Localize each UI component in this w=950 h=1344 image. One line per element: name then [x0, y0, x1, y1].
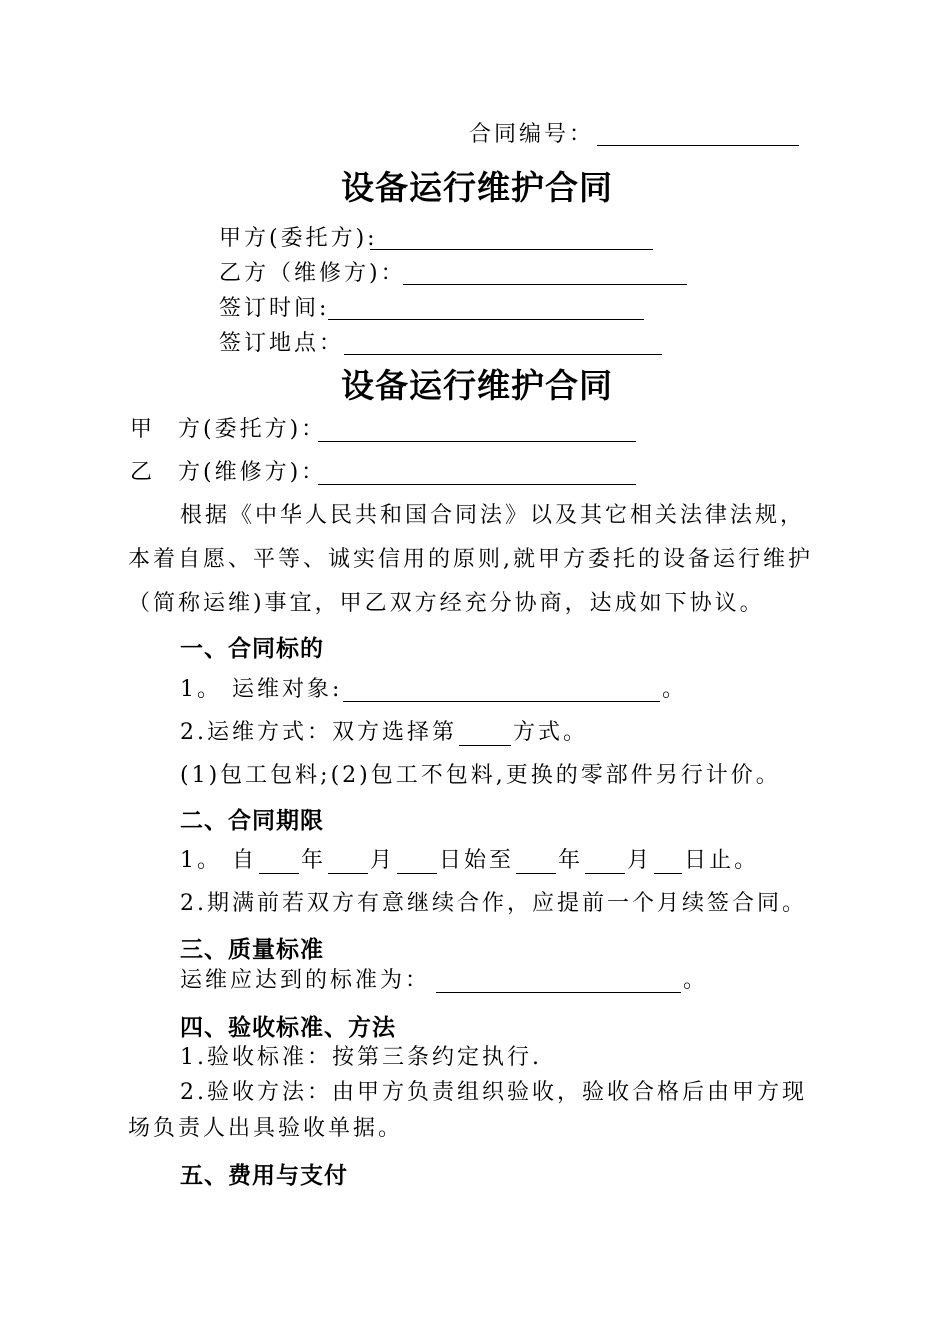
s4-item2-line2: 场负责人出具验收单据。	[128, 1116, 404, 1141]
section-1-heading: 一、合同标的	[180, 636, 324, 662]
cover-title: 设备运行维护合同	[341, 168, 613, 207]
start-day-blank[interactable]	[397, 851, 437, 874]
s3-end: 。	[683, 968, 709, 993]
cover-party-a-blank[interactable]	[370, 249, 653, 250]
end-day-blank[interactable]	[654, 851, 682, 874]
end-month-blank[interactable]	[585, 851, 625, 874]
start-year-blank[interactable]	[259, 851, 299, 874]
end-day-label: 日止。	[684, 848, 760, 873]
s1-item2	[180, 720, 588, 746]
end-year-blank[interactable]	[516, 851, 556, 874]
cover-sign-time-label: 签订时间:	[219, 296, 330, 321]
s3-text: 运维应达到的标准为：	[180, 968, 431, 993]
s1-method-blank[interactable]	[459, 723, 511, 746]
section-5-heading: 五、费用与支付	[180, 1163, 348, 1189]
start-month-blank[interactable]	[328, 851, 368, 874]
party-b-char: 乙	[130, 460, 156, 485]
s1-item1-label: 1。 运维对象:	[180, 677, 343, 702]
intro-line-3: （简称运维)事宜，甲乙双方经充分协商，达成如下协议。	[128, 591, 765, 616]
main-title: 设备运行维护合同	[341, 366, 613, 405]
party-a-label: 方(委托方)：	[178, 417, 327, 442]
party-b-label: 方(维修方)：	[178, 460, 327, 485]
cover-sign-place-label: 签订地点：	[219, 331, 345, 356]
cover-party-a-label: 甲方(委托方):	[219, 226, 378, 251]
party-b-blank[interactable]	[318, 484, 636, 485]
s2-item2: 2.期满前若双方有意继续合作，应提前一个月续签合同。	[180, 891, 807, 916]
s1-object-blank[interactable]	[343, 701, 660, 702]
s4-item1: 1.验收标准：按第三条约定执行.	[180, 1045, 542, 1070]
cover-sign-place-blank[interactable]	[344, 354, 662, 355]
end-year-label: 年	[558, 848, 584, 873]
contract-number-blank[interactable]	[597, 145, 799, 146]
contract-number-label: 合同编号：	[469, 122, 595, 147]
section-2-heading: 二、合同期限	[180, 808, 324, 834]
s1-item1-end: 。	[662, 677, 688, 702]
cover-party-b-blank[interactable]	[403, 284, 687, 285]
section-3-heading: 三、质量标准	[180, 937, 324, 963]
s2-from-label: 1。 自	[180, 848, 257, 873]
intro-line-2: 本着自愿、平等、诚实信用的原则,就甲方委托的设备运行维护	[128, 547, 813, 572]
cover-party-b-label: 乙方（维修方)：	[219, 261, 406, 286]
s1-item2-options: (1)包工包料;(2)包工不包料,更换的零部件另行计价。	[180, 763, 781, 788]
cover-sign-time-blank[interactable]	[328, 319, 644, 320]
start-year-label: 年	[301, 848, 327, 873]
intro-line-1: 根据《中华人民共和国合同法》以及其它相关法律法规，	[180, 503, 806, 528]
start-day-label: 日始至	[439, 848, 515, 873]
s1-item2-text-b: 方式。	[513, 720, 589, 745]
s2-item1	[180, 848, 759, 874]
section-4-heading: 四、验收标准、方法	[180, 1015, 396, 1041]
s4-item2-line1: 2.验收方法：由甲方负责组织验收，验收合格后由甲方现	[180, 1080, 807, 1105]
s3-standard-blank[interactable]	[436, 992, 681, 993]
s1-item2-text-a: 2.运维方式：双方选择第	[180, 720, 457, 745]
party-a-blank[interactable]	[318, 441, 636, 442]
start-month-label: 月	[370, 848, 396, 873]
end-month-label: 月	[627, 848, 653, 873]
party-a-char: 甲	[130, 417, 156, 442]
